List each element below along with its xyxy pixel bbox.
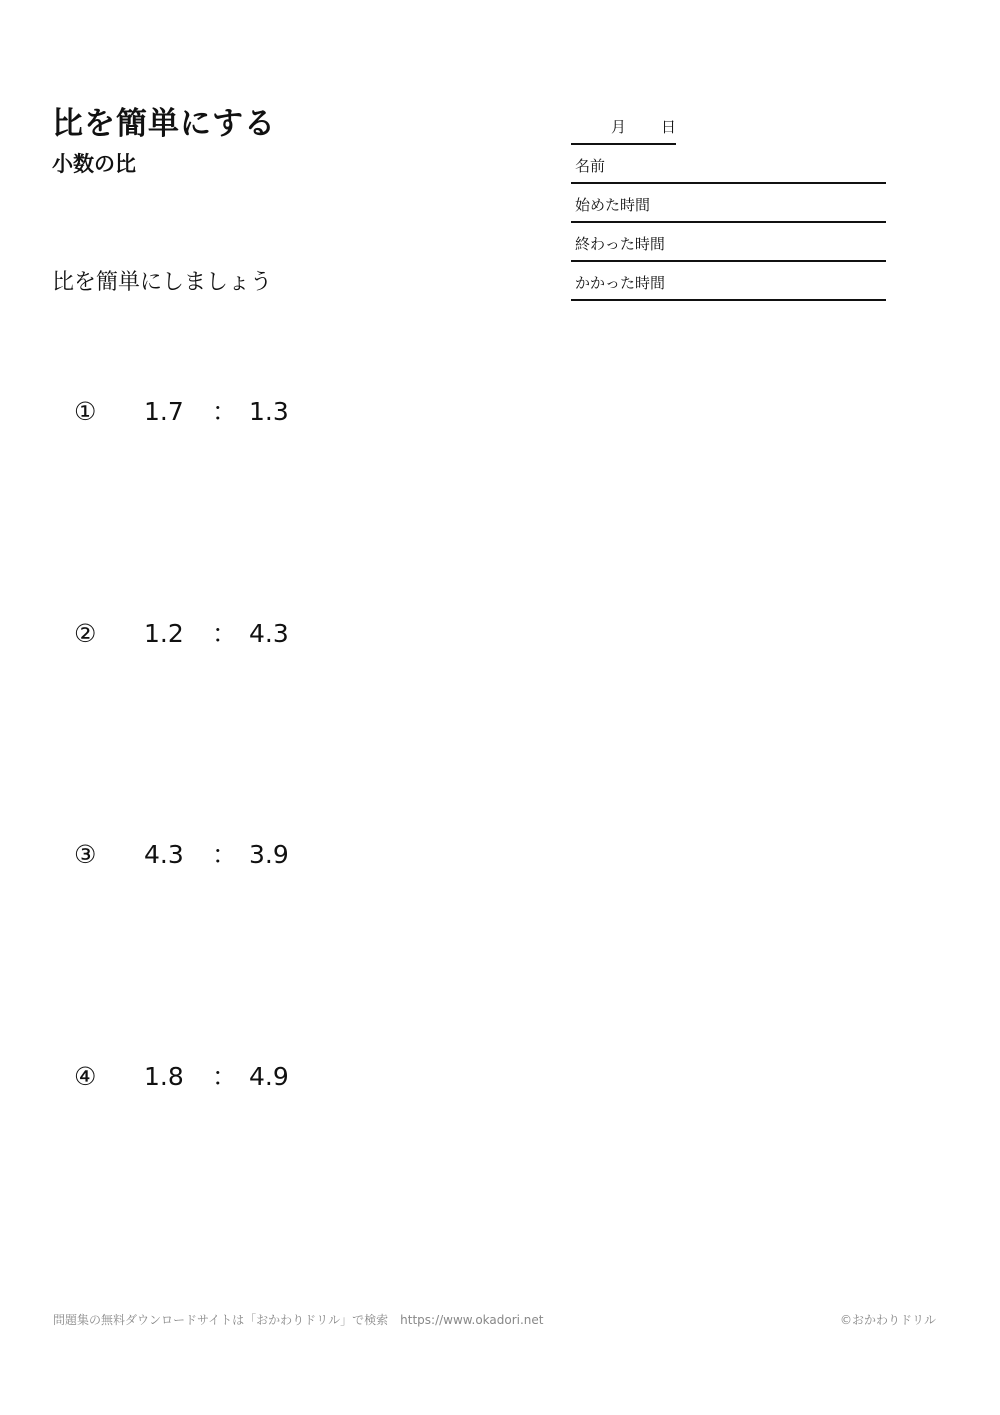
start-time-field — [571, 184, 886, 223]
ratio-left-value: 4.3 — [144, 840, 184, 869]
ratio-right-value: 4.3 — [249, 619, 289, 648]
ratio-left-value: 1.2 — [144, 619, 184, 648]
ratio-colon: ： — [212, 840, 238, 869]
problem-number: ③ — [74, 840, 97, 869]
start-time-label: 始めた時間 — [575, 196, 651, 214]
student-info-box — [571, 110, 886, 301]
ratio-right-value: 4.9 — [249, 1062, 289, 1091]
ratio-left-value: 1.7 — [144, 397, 184, 426]
problem-number: ① — [74, 397, 97, 426]
date-day-label: 日 — [661, 118, 677, 136]
footer-site-note: 問題集の無料ダウンロードサイトは「おかわりドリル」で検索 https://www.okadori.net — [53, 1313, 544, 1327]
ratio-right-value: 3.9 — [249, 840, 289, 869]
footer-copyright: ©おかわりドリル — [839, 1313, 936, 1327]
date-month-label: 月 — [611, 118, 627, 136]
name-field — [571, 145, 886, 184]
ratio-right-value: 1.3 — [249, 397, 289, 426]
ratio-colon: ： — [212, 1062, 238, 1091]
problem-number: ② — [74, 619, 97, 648]
end-time-label: 終わった時間 — [575, 235, 665, 253]
problem-number: ④ — [74, 1062, 97, 1091]
elapsed-time-label: かかった時間 — [575, 274, 666, 292]
ratio-colon: ： — [212, 619, 238, 648]
page-subtitle: 小数の比 — [52, 152, 136, 176]
name-label: 名前 — [575, 157, 606, 175]
page-title: 比を簡単にする — [52, 106, 276, 142]
end-time-field — [571, 223, 886, 262]
ratio-colon: ： — [212, 397, 238, 426]
ratio-left-value: 1.8 — [144, 1062, 184, 1091]
date-field — [571, 110, 676, 145]
elapsed-time-field — [571, 262, 886, 301]
instruction-text: 比を簡単にしましょう — [52, 270, 273, 295]
